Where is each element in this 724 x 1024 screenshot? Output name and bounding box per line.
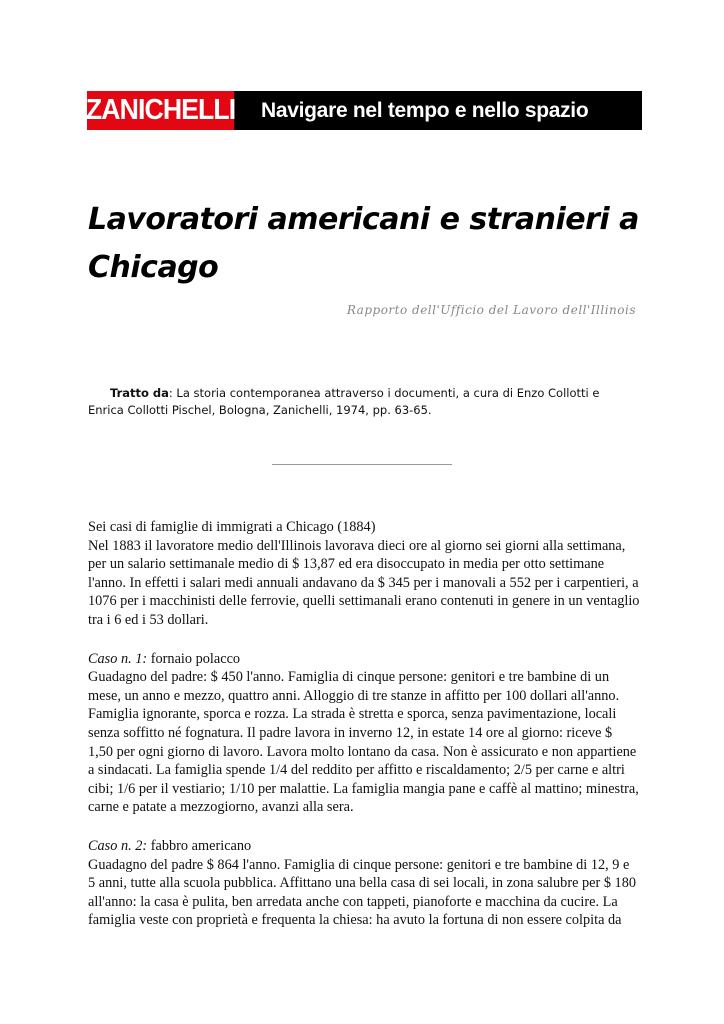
- case-name: fabbro americano: [147, 837, 252, 854]
- case-label: Caso n. 2:: [88, 837, 148, 854]
- intro-paragraph: [88, 518, 640, 630]
- document-body: [88, 518, 640, 950]
- intro-heading: Sei casi di famiglie di immigrati a Chicago (1884): [88, 519, 376, 535]
- document-title: Lavoratori americani e stranieri a Chicago: [88, 202, 639, 285]
- source-text: : La storia contemporanea attraverso i documenti, a cura di Enzo Collotti e Enrica Collotti Pischel, Bologna, Zanichelli, 1974, pp. 63-65.: [88, 386, 600, 417]
- case-name: fornaio polacco: [147, 650, 241, 667]
- publisher-banner: [87, 91, 642, 130]
- document-subtitle: Rapporto dell'Ufficio del Lavoro dell'Illinois: [346, 303, 636, 317]
- case-text: Guadagno del padre: $ 450 l'anno. Famiglia di cinque persone: genitori e tre bambine di un mese, un anno e mezzo, quattro anni. Alloggio di tre stanze in affitto per 100 dollari all'anno. Famiglia ignorante, sporca e rozza. La strada è stretta e sporca, senza pavimentazione, locali senza soffitto né fognatura. Il padre lavora in inverno 12, in estate 14 ore al giorno: riceve $ 1,50 per ogni giorno di lavoro. Lavora molto lontano da casa. Non è assicurato e non appartiene a sindacati. La famiglia spende 1/4 del reddito per affitto e riscaldamento; 2/5 per carne e altri cibi; 1/6 per il vestiario; 1/10 per malattie. La famiglia mangia pane e caffè al mattino; minestra, carne e patate a mezzogiorno, avanzi alla sera.: [88, 669, 639, 816]
- case-paragraph: [88, 837, 640, 930]
- source-label: Tratto da: [110, 386, 169, 400]
- zanichelli-logo: ZANICHELLI: [87, 91, 234, 130]
- case-text: Guadagno del padre $ 864 l'anno. Famiglia di cinque persone: genitori e tre bambine di 12, 9 e 5 anni, tutte alla scuola pubblica. Affittano una bella casa di sei locali, in zona salubre per $ 180 all'anno: la casa è pulita, ben arredata anche con tappeti, pianoforte e macchina da cucire. La famiglia veste con proprietà e frequenta la chiesa: ha avuto la fortuna di non essere colpita da: [88, 856, 637, 929]
- intro-text: Nel 1883 il lavoratore medio dell'Illinois lavorava dieci ore al giorno sei giorni alla settimana, per un salario settimanale medio di $ 13,87 ed era disoccupato in media per otto settimane l'anno. In effetti i salari medi annuali andavano da $ 345 per i manovali a 552 per i carpentieri, a 1076 per i macchinisti delle ferrovie, quelli settimanali erano contenuti in genere in un ventaglio tra i 6 ed i 53 dollari.: [88, 537, 640, 628]
- source-citation: [88, 385, 636, 419]
- case-label: Caso n. 1:: [88, 650, 148, 667]
- banner-tagline: Navigare nel tempo e nello spazio: [261, 98, 589, 122]
- case-paragraph: [88, 650, 640, 817]
- section-divider: [272, 464, 452, 465]
